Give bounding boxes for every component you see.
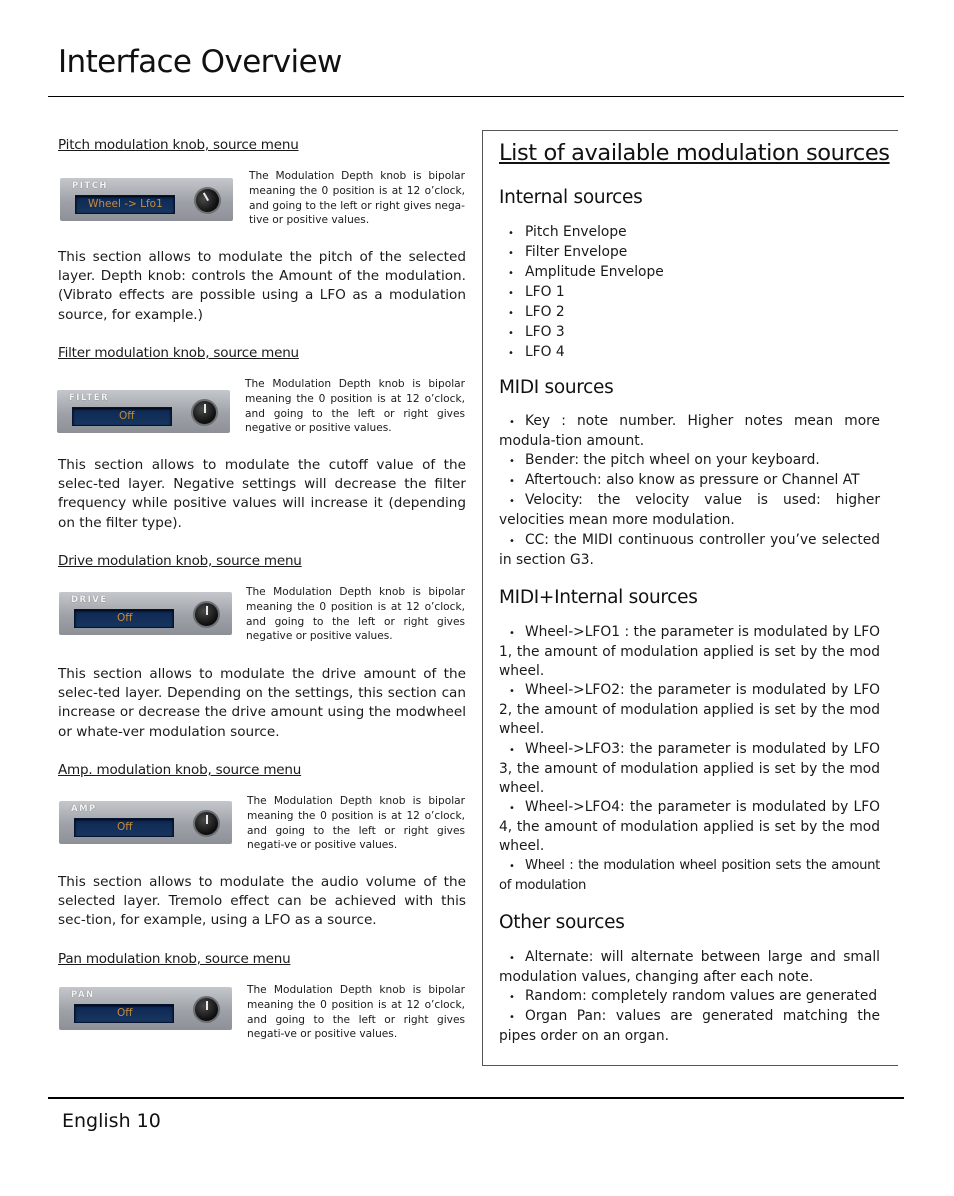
drive-heading: Drive modulation knob, source menu — [58, 553, 302, 569]
page-footer: English 10 — [62, 1110, 161, 1132]
amp-source-menu[interactable]: Off — [74, 818, 174, 837]
knob-indicator — [204, 404, 206, 413]
midi-sources-list — [499, 412, 880, 570]
pitch-description: This section allows to modulate the pitch of the selected layer. Depth knob: controls the Amount of the modulation. (Vibrato effects are possible using a LFO as a modulation source, for example.) — [58, 249, 466, 323]
bullet: • — [509, 535, 515, 547]
other-sources-list — [499, 948, 880, 1046]
filter-depth-knob[interactable] — [191, 399, 218, 426]
list-item: • Wheel->LFO3: the parameter is modulated by LFO 3, the amount of modulation applied is set by the mod wheel. — [499, 740, 880, 796]
amp-heading: Amp. modulation knob, source menu — [58, 762, 302, 778]
midi-internal-list — [499, 623, 880, 895]
bullet: • — [509, 802, 515, 814]
drive-mod-panel — [59, 592, 232, 635]
drive-panel-label: DRIVE — [71, 595, 108, 605]
filter-mod-panel — [57, 390, 230, 433]
bullet: • — [509, 456, 515, 468]
amp-panel-label: AMP — [71, 804, 97, 814]
internal-sources-heading: Internal sources — [499, 187, 643, 208]
knob-indicator — [206, 815, 208, 824]
list-item: • Wheel->LFO1 : the parameter is modulated by LFO 1, the amount of modulation applied is set by the mod wheel. — [499, 624, 880, 680]
page-title: Interface Overview — [58, 44, 342, 80]
pitch-mod-panel — [60, 178, 233, 221]
list-item: • Amplitude Envelope — [508, 263, 664, 283]
pan-panel-label: PAN — [71, 990, 95, 1000]
drive-description: This section allows to modulate the drive amount of the selec-ted layer. Depending on the settings, this section can increase or decrease the drive amount using the modwheel or whate-ver modulation source. — [58, 666, 466, 740]
list-item: • Random: completely random values are generated — [499, 987, 880, 1007]
header-rule — [48, 96, 904, 97]
amp-description: This section allows to modulate the audio volume of the selected layer. Tremolo effect can be achieved with this sec-tion, for example, using a LFO as a source. — [58, 874, 466, 929]
list-item: • LFO 4 — [508, 343, 664, 363]
list-item: • CC: the MIDI continuous controller you’ve selected in section G3. — [499, 531, 880, 568]
sources-title: List of available modulation sources — [499, 140, 890, 166]
filter-description: This section allows to modulate the cutoff value of the selec-ted layer. Negative settings will decrease the filter frequency while positive values will increase it (depending on the filter type). — [58, 457, 466, 531]
pitch-panel-label: PITCH — [72, 181, 109, 191]
filter-section — [58, 345, 468, 361]
footer-rule — [48, 1097, 904, 1099]
midi-internal-heading: MIDI+Internal sources — [499, 587, 698, 608]
bullet: • — [509, 496, 515, 508]
list-item: • Velocity: the velocity value is used: higher velocities mean more modulation. — [499, 492, 880, 529]
pitch-depth-knob[interactable] — [189, 182, 226, 219]
midi-sources-heading: MIDI sources — [499, 377, 614, 398]
list-item: • LFO 3 — [508, 323, 664, 343]
pan-mod-panel — [59, 987, 232, 1030]
pitch-note: The Modulation Depth knob is bipolar meaning the 0 position is at 12 o’clock, and going to the left or right gives nega-tive or positive values. — [249, 170, 465, 227]
list-item: • Bender: the pitch wheel on your keyboard. — [499, 451, 880, 471]
drive-source-menu[interactable]: Off — [74, 609, 174, 628]
list-item: • Key : note number. Higher notes mean more modula-tion amount. — [499, 413, 880, 450]
other-sources-heading: Other sources — [499, 912, 625, 933]
bullet: • — [509, 476, 515, 488]
bullet: • — [509, 953, 515, 964]
bullet: • — [509, 861, 515, 873]
knob-indicator — [202, 193, 208, 202]
bullet: • — [509, 1012, 515, 1024]
list-item: • Alternate: will alternate between large and small modulation values, changing after each note. — [499, 949, 880, 986]
list-item: • Wheel : the modulation wheel position sets the amount of modulation — [499, 858, 880, 894]
pan-depth-knob[interactable] — [193, 996, 220, 1023]
amp-section — [58, 762, 468, 778]
list-item: • Filter Envelope — [508, 243, 664, 263]
filter-note: The Modulation Depth knob is bipolar meaning the 0 position is at 12 o’clock, and going to the left or right gives negative or positive values. — [245, 378, 465, 435]
list-item: • Wheel->LFO2: the parameter is modulated by LFO 2, the amount of modulation applied is set by the mod wheel. — [499, 682, 880, 738]
pitch-source-menu[interactable]: Wheel -> Lfo1 — [75, 195, 175, 214]
bullet: • — [509, 992, 515, 1004]
list-item: • Organ Pan: values are generated matching the pipes order on an organ. — [499, 1008, 880, 1045]
pan-source-menu[interactable]: Off — [74, 1004, 174, 1023]
drive-note: The Modulation Depth knob is bipolar meaning the 0 position is at 12 o’clock, and going to the left or right gives negative or positive values. — [246, 586, 465, 643]
amp-mod-panel — [59, 801, 232, 844]
bullet: • — [509, 686, 515, 698]
filter-heading: Filter modulation knob, source menu — [58, 345, 299, 361]
amp-depth-knob[interactable] — [193, 810, 220, 837]
list-item: • Aftertouch: also know as pressure or Channel AT — [499, 471, 880, 491]
pan-note: The Modulation Depth knob is bipolar meaning the 0 position is at 12 o’clock, and going to the left or right gives negati-ve or positive values. — [247, 984, 465, 1041]
bullet: • — [509, 628, 515, 639]
list-item: • LFO 1 — [508, 283, 664, 303]
list-item: • Wheel->LFO4: the parameter is modulated by LFO 4, the amount of modulation applied is set by the mod wheel. — [499, 798, 880, 855]
knob-indicator — [206, 606, 208, 615]
list-item: • Pitch Envelope — [508, 223, 664, 243]
pitch-heading: Pitch modulation knob, source menu — [58, 137, 299, 153]
drive-depth-knob[interactable] — [193, 601, 220, 628]
drive-section — [58, 553, 468, 569]
filter-panel-label: FILTER — [69, 393, 110, 403]
internal-sources-list — [508, 223, 664, 363]
knob-indicator — [206, 1001, 208, 1010]
amp-note: The Modulation Depth knob is bipolar meaning the 0 position is at 12 o’clock, and going to the left or right gives negati-ve or positive values. — [247, 795, 465, 852]
pan-heading: Pan modulation knob, source menu — [58, 951, 291, 967]
bullet: • — [509, 744, 515, 756]
list-item: • LFO 2 — [508, 303, 664, 323]
pitch-section — [58, 137, 468, 153]
pan-section — [58, 951, 468, 967]
filter-source-menu[interactable]: Off — [72, 407, 172, 426]
bullet: • — [509, 417, 515, 428]
